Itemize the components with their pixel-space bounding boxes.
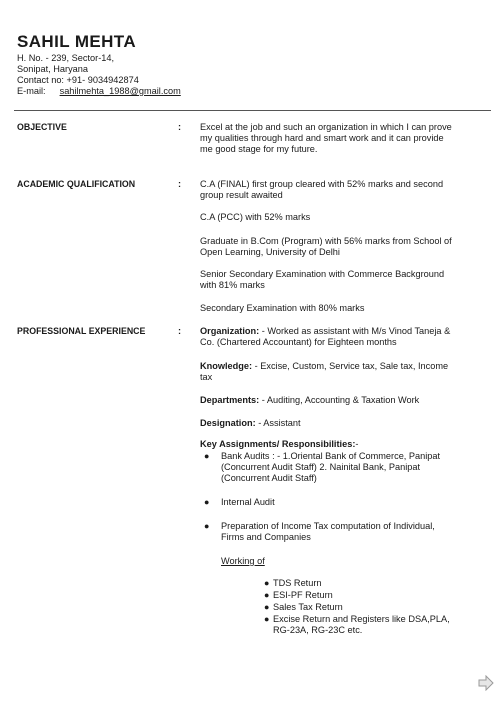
academic-item [200, 212, 480, 223]
academic-item-line: group result awaited [200, 190, 283, 200]
working-line: Excise Return and Registers like DSA,PLA, [273, 614, 450, 624]
departments-block [200, 395, 480, 406]
assignments-suffix: - [355, 439, 359, 449]
bullet-icon: ● [204, 521, 210, 531]
knowledge-label: Knowledge: [200, 361, 253, 371]
academic-item [200, 179, 480, 201]
contact-number: Contact no: +91- 9034942874 [17, 75, 139, 85]
organization-line: Co. (Chartered Accountant) for Eighteen months [200, 337, 397, 347]
assignments-heading [200, 439, 480, 450]
academic-item-line: Open Learning, University of Delhi [200, 247, 340, 257]
organization-label: Organization: [200, 326, 260, 336]
email-row [17, 86, 181, 97]
experience-label: PROFESSIONAL EXPERIENCE [17, 326, 146, 336]
academic-item-line: with 81% marks [200, 280, 265, 290]
address-line-1: H. No. - 239, Sector-14, [17, 53, 115, 63]
knowledge-line [200, 361, 480, 372]
email-link[interactable]: sahilmehta_1988@gmail.com [59, 86, 181, 96]
assignment-line: Preparation of Income Tax computation of Individual, [221, 521, 435, 531]
knowledge-line: tax [200, 372, 213, 382]
assignment-line: Firms and Companies [221, 532, 311, 542]
email-label: E-mail: [17, 86, 46, 96]
assignments-label: Key Assignments/ Responsibilities: [200, 439, 356, 449]
knowledge-text: - Excise, Custom, Service tax, Sale tax, Income [252, 361, 449, 371]
working-item [273, 602, 473, 613]
objective-label: OBJECTIVE [17, 122, 67, 132]
academic-item-line: Graduate in B.Com (Program) with 56% marks from School of [200, 236, 452, 246]
working-line: Sales Tax Return [273, 602, 343, 612]
designation-block [200, 418, 480, 429]
bullet-icon: ● [204, 497, 210, 507]
bullet-icon: ● [264, 578, 270, 588]
objective-text [200, 122, 480, 155]
bullet-icon: ● [264, 614, 270, 624]
address-line-2: Sonipat, Haryana [17, 64, 88, 74]
header-divider [14, 110, 491, 111]
working-item [273, 590, 473, 601]
departments-text: - Auditing, Accounting & Taxation Work [259, 395, 420, 405]
candidate-name: SAHIL MEHTA [17, 32, 136, 51]
academic-item-line: Senior Secondary Examination with Commerce Background [200, 269, 445, 279]
next-arrow-icon[interactable] [478, 675, 494, 691]
assignment-line: Internal Audit [221, 497, 275, 507]
organization-text: - Worked as assistant with M/s Vinod Taneja & [259, 326, 451, 336]
academic-item-line: C.A (FINAL) first group cleared with 52% marks and second [200, 179, 444, 189]
academic-label: ACADEMIC QUALIFICATION [17, 179, 136, 189]
bullet-icon: ● [264, 602, 270, 612]
assignment-item [221, 521, 471, 543]
academic-colon: : [178, 179, 182, 189]
knowledge-block [200, 361, 480, 383]
working-line: TDS Return [273, 578, 322, 588]
designation-label: Designation: [200, 418, 256, 428]
working-line: RG-23A, RG-23C etc. [273, 625, 363, 635]
objective-line: my qualities through hard and smart work and it can provide [200, 133, 444, 143]
assignment-item [221, 497, 471, 508]
working-item [273, 614, 473, 636]
academic-item [200, 303, 480, 314]
organization-block [200, 326, 480, 348]
contact-block [17, 53, 181, 97]
bullet-icon: ● [264, 590, 270, 600]
objective-colon: : [178, 122, 182, 132]
assignment-line: (Concurrent Audit Staff) 2. Nainital Bank, Panipat [221, 462, 421, 472]
academic-item-line: C.A (PCC) with 52% marks [200, 212, 311, 222]
assignment-line: (Concurrent Audit Staff) [221, 473, 317, 483]
working-item [273, 578, 473, 589]
assignment-line: Bank Audits : - 1.Oriental Bank of Commerce, Panipat [221, 451, 441, 461]
organization-line [200, 326, 480, 337]
bullet-icon: ● [204, 451, 210, 461]
objective-line: me good stage for my future. [200, 144, 318, 154]
academic-item [200, 236, 480, 258]
academic-item [200, 269, 480, 291]
working-line: ESI-PF Return [273, 590, 333, 600]
designation-text: - Assistant [255, 418, 301, 428]
experience-colon: : [178, 326, 182, 336]
objective-line: Excel at the job and such an organization in which I can prove [200, 122, 452, 132]
academic-item-line: Secondary Examination with 80% marks [200, 303, 365, 313]
departments-label: Departments: [200, 395, 260, 405]
working-of-label: Working of [221, 556, 265, 566]
assignment-item [221, 451, 471, 484]
